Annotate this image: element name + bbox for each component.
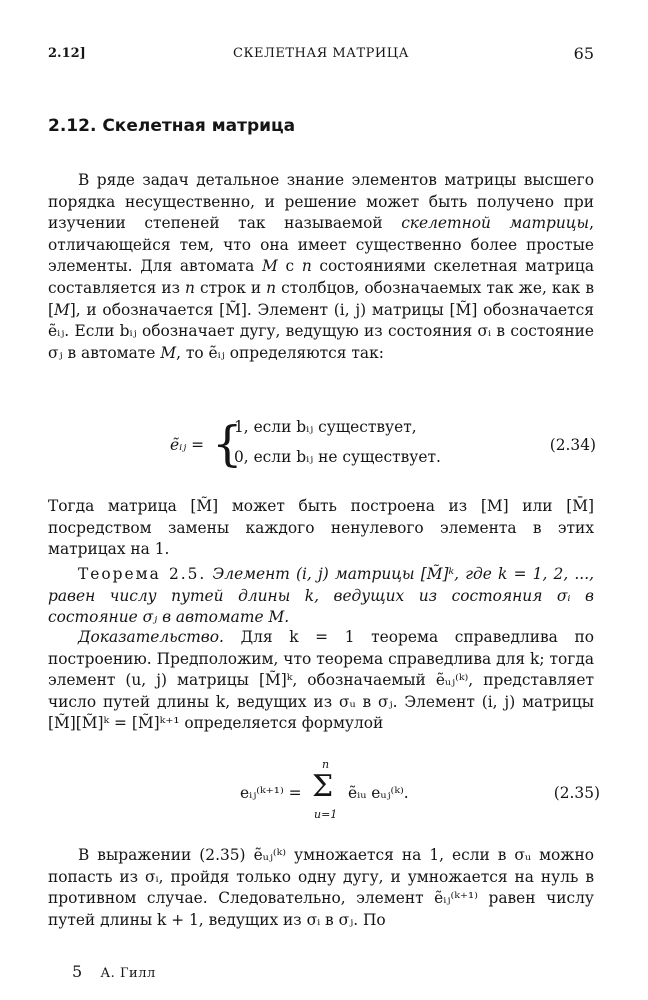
formula-lhs: ẽᵢⱼ = [170, 436, 205, 454]
formula-2-34 [170, 416, 600, 476]
proof [48, 627, 594, 735]
proof-text: Для k = 1 теорема справедлива по построению. Предположим, что теорема справедлива для k; тогда элемент (u, j) матрицы [M̃]ᵏ, обозначаемый ẽᵤⱼ⁽ᵏ⁾, представляет число путей длины k, ведущих из σᵤ в σⱼ. Элемент (i, j) матрицы [M̃][M̃]ᵏ = [M̃]ᵏ⁺¹ определяется формулой [48, 628, 594, 733]
formula-brace: { [212, 416, 243, 472]
equation-number: (2.34) [549, 436, 596, 454]
theorem-2-5 [48, 564, 594, 629]
theorem-text: Элемент (i, j) матрицы [M̃]ᵏ, где k = 1, 2, ..., равен числу путей длины k, ведущих из состояния σᵢ в состояние σⱼ в автомате M. [48, 565, 594, 627]
paragraph-conclusion: В выражении (2.35) ẽᵤⱼ⁽ᵏ⁾ умножается на 1, если в σᵤ можно попасть из σᵢ, пройдя только одну дугу, и умножается на нуль в противном случае. Следовательно, элемент ẽᵢⱼ⁽ᵏ⁺¹⁾ равен числу путей длины k + 1, ведущих из σᵢ в σⱼ. По [48, 846, 594, 929]
header-running-title: СКЕЛЕТНАЯ МАТРИЦА [233, 46, 409, 61]
header-section-ref: 2.12] [48, 46, 86, 61]
sum-lower-limit: u=1 [314, 808, 338, 821]
running-header [48, 44, 594, 66]
signature-mark: 5 [72, 962, 83, 981]
formula-case-2: 0, если bᵢⱼ не существует. [234, 448, 441, 466]
paragraph-construction: Тогда матрица [M̃] может быть построена из [M] или [M̄] посредством замены каждого ненулевого элемента в этих матрицах на 1. [48, 497, 594, 559]
page-number: 65 [573, 44, 594, 63]
section-title: 2.12. Скелетная матрица [48, 116, 296, 136]
formula-rhs: ẽᵢᵤ eᵤⱼ⁽ᵏ⁾. [348, 784, 409, 802]
author-name: А. Гилл [100, 966, 156, 981]
formula-case-1: 1, если bᵢⱼ существует, [234, 418, 417, 436]
sum-upper-limit: n [322, 758, 330, 771]
theorem-label: Теорема 2.5. [78, 565, 207, 583]
sum-sign: Σ [312, 769, 334, 804]
footer-signature [72, 962, 156, 981]
formula-lhs: eᵢⱼ⁽ᵏ⁺¹⁾ = [240, 784, 302, 802]
equation-number: (2.35) [553, 784, 600, 802]
formula-2-35 [240, 758, 600, 828]
paragraph-intro: В ряде задач детальное знание элементов матрицы высшего порядка несущественно, и решение может быть получено при изучении степеней так называемой скелетной матрицы, отличающейся тем, что она имеет существенно более простые элементы. Для автомата M с n состояниями скелетная матрица составляется из n строк и n столбцов, обозначаемых так же, как в [M], и обозначается [M̃]. Элемент (i, j) матрицы [M̃] обозначается ẽᵢⱼ. Если bᵢⱼ обозначает дугу, ведущую из состояния σᵢ в состояние σⱼ в автомате M, то ẽᵢⱼ определяются так: [48, 171, 594, 362]
proof-label: Доказательство. [78, 628, 224, 646]
